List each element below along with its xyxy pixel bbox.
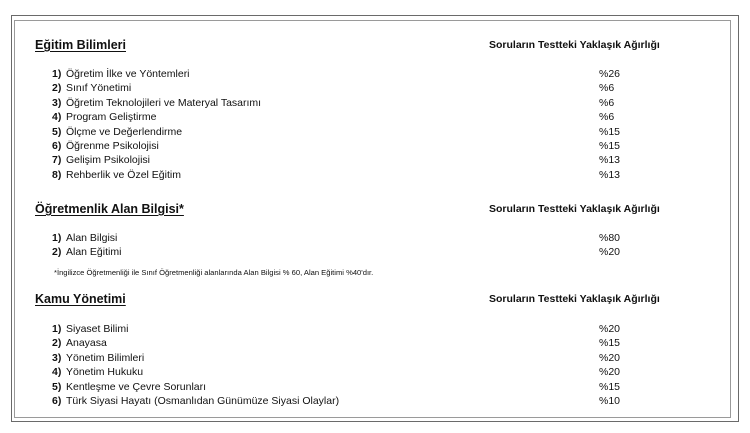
list-item — [35, 322, 703, 336]
list-item — [35, 81, 703, 95]
item-number: 2) — [52, 82, 62, 95]
section-title: Öğretmenlik Alan Bilgisi* — [35, 202, 184, 216]
item-weight: %13 — [599, 168, 621, 181]
section-egitim-bilimleri — [35, 38, 703, 182]
item-weight: %20 — [599, 246, 621, 259]
item-list — [35, 231, 703, 260]
item-label: Alan Bilgisi — [66, 232, 118, 244]
item-number: 4) — [52, 366, 62, 379]
item-label: Yönetim Hukuku — [66, 366, 144, 379]
footnote: *İngilizce Öğretmenliği ile Sınıf Öğretmenliği alanlarında Alan Bilgisi % 60, Alan Eğitimi %40'dır. — [54, 268, 374, 277]
list-item — [35, 125, 703, 139]
item-number: 6) — [52, 394, 62, 407]
list-item — [35, 245, 703, 259]
item-label: Program Geliştirme — [66, 111, 157, 124]
item-label: Kentleşme ve Çevre Sorunları — [66, 380, 207, 393]
item-weight: %20 — [599, 351, 621, 364]
item-number: 1) — [52, 323, 62, 335]
item-number: 2) — [52, 246, 62, 259]
list-item — [35, 336, 703, 350]
list-item — [35, 365, 703, 379]
item-number: 1) — [52, 232, 62, 244]
item-weight: %80 — [599, 232, 621, 244]
item-weight: %15 — [599, 125, 621, 138]
list-item — [35, 96, 703, 110]
item-label: Sınıf Yönetimi — [66, 82, 132, 95]
section-header — [35, 38, 703, 56]
list-item — [35, 67, 703, 81]
item-label: Anayasa — [66, 337, 107, 350]
list-item — [35, 153, 703, 167]
list-item — [35, 168, 703, 182]
item-weight: %6 — [599, 96, 615, 109]
item-weight: %15 — [599, 380, 621, 393]
section-ogretmenlik-alan-bilgisi — [35, 202, 703, 260]
item-weight: %6 — [599, 111, 615, 124]
section-title: Kamu Yönetimi — [35, 292, 126, 306]
list-item — [35, 351, 703, 365]
item-number: 5) — [52, 125, 62, 138]
item-weight: %15 — [599, 139, 621, 152]
item-label: Türk Siyasi Hayatı (Osmanlıdan Günümüze Siyasi Olaylar) — [66, 394, 340, 407]
list-item — [35, 231, 703, 245]
column-header: Soruların Testteki Yaklaşık Ağırlığı — [489, 39, 660, 51]
item-weight: %26 — [599, 68, 621, 80]
item-number: 6) — [52, 139, 62, 152]
item-number: 3) — [52, 96, 62, 109]
item-label: Rehberlik ve Özel Eğitim — [66, 168, 181, 181]
item-label: Öğretim İlke ve Yöntemleri — [66, 68, 190, 80]
item-number: 1) — [52, 68, 62, 80]
item-label: Gelişim Psikolojisi — [66, 154, 151, 167]
item-number: 3) — [52, 351, 62, 364]
item-label: Siyaset Bilimi — [66, 323, 129, 335]
list-item — [35, 380, 703, 394]
item-label: Öğretim Teknolojileri ve Materyal Tasarımı — [66, 96, 262, 109]
list-item — [35, 394, 703, 408]
item-label: Öğrenme Psikolojisi — [66, 139, 159, 152]
item-weight: %15 — [599, 337, 621, 350]
item-weight: %20 — [599, 366, 621, 379]
item-number: 2) — [52, 337, 62, 350]
section-title: Eğitim Bilimleri — [35, 38, 126, 52]
item-label: Ölçme ve Değerlendirme — [66, 125, 183, 138]
item-number: 7) — [52, 154, 62, 167]
list-item — [35, 139, 703, 153]
column-header: Soruların Testteki Yaklaşık Ağırlığı — [489, 203, 660, 215]
item-list — [35, 322, 703, 408]
item-label: Yönetim Bilimleri — [66, 351, 145, 364]
item-weight: %20 — [599, 323, 621, 335]
item-weight: %10 — [599, 394, 621, 407]
item-number: 5) — [52, 380, 62, 393]
item-list — [35, 67, 703, 182]
item-label: Alan Eğitimi — [66, 246, 122, 259]
item-number: 8) — [52, 168, 62, 181]
item-weight: %13 — [599, 154, 621, 167]
section-kamu-yonetimi — [35, 292, 703, 408]
section-header — [35, 292, 703, 310]
list-item — [35, 110, 703, 124]
item-weight: %6 — [599, 82, 615, 95]
item-number: 4) — [52, 111, 62, 124]
section-header — [35, 202, 703, 220]
column-header: Soruların Testteki Yaklaşık Ağırlığı — [489, 293, 660, 305]
